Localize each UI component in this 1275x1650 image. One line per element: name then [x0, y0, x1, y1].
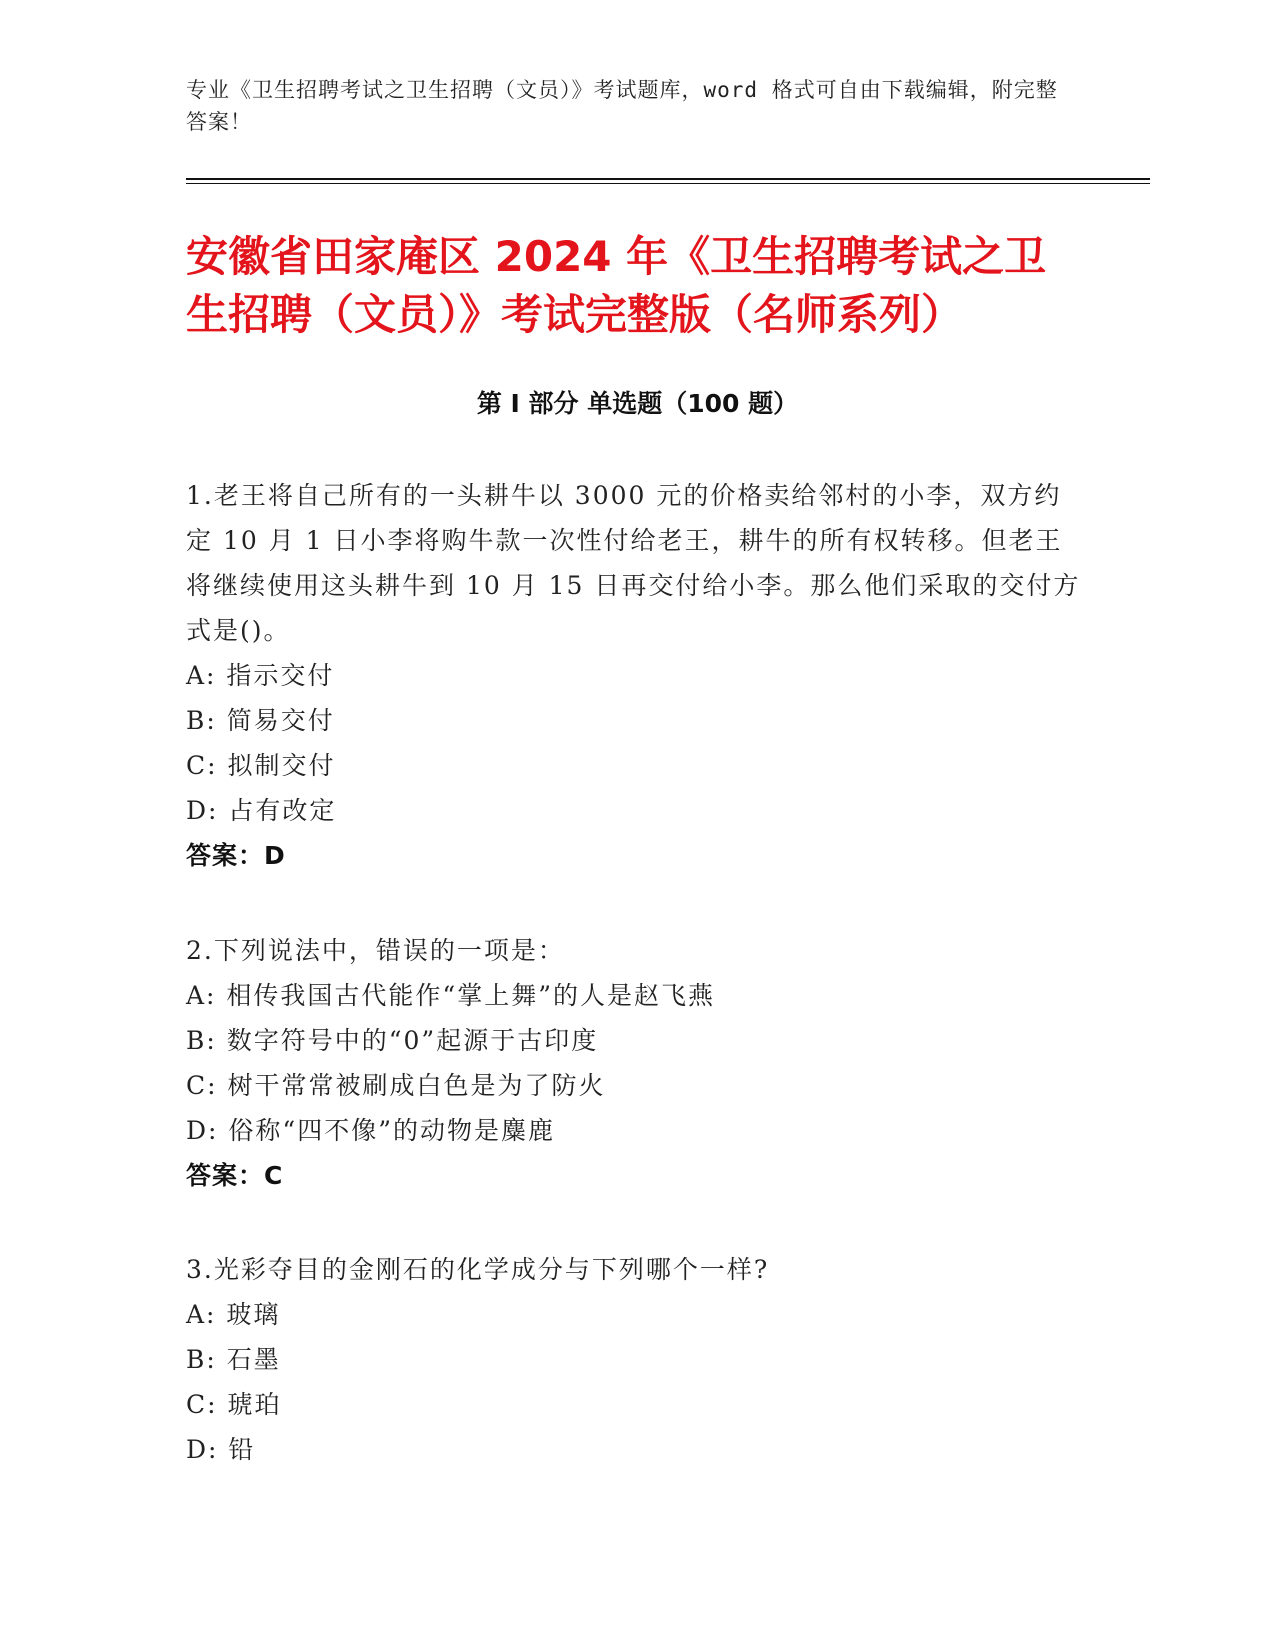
option-a: A: 指示交付 [186, 661, 335, 690]
section-title: 第 I 部分 单选题（100 题） [476, 389, 799, 418]
header-rule-thin [186, 183, 1150, 184]
document-title: 安徽省田家庵区 2024 年《卫生招聘考试之卫生招聘（文员）》考试完整版（名师系列） [186, 232, 1047, 339]
question-stem: 1.老王将自己所有的一头耕牛以 3000 元的价格卖给邻村的小李，双方约定 10 月 1 日小李将购牛款一次性付给老王，耕牛的所有权转移。但老王将继续使用这头耕牛到 10 月 15 日再交付给小李。那么他们采取的交付方式是()。 [186, 481, 1081, 645]
question-1 [186, 473, 1086, 878]
answer-line: 答案：C [186, 1161, 284, 1190]
option-d: D: 铅 [186, 1435, 256, 1464]
answer-line: 答案：D [186, 841, 286, 870]
header-note: 专业《卫生招聘考试之卫生招聘（文员）》考试题库，word 格式可自由下载编辑，附完整答案！ [186, 78, 1058, 134]
question-stem: 2.下列说法中，错误的一项是： [186, 936, 565, 965]
option-c: C: 琥珀 [186, 1390, 282, 1419]
option-a: A: 玻璃 [186, 1300, 281, 1329]
option-a: A: 相传我国古代能作“掌上舞”的人是赵飞燕 [186, 981, 715, 1010]
question-3 [186, 1247, 1086, 1472]
option-b: B: 石墨 [186, 1345, 281, 1374]
option-c: C: 拟制交付 [186, 751, 336, 780]
question-stem: 3.光彩夺目的金刚石的化学成分与下列哪个一样? [186, 1255, 770, 1284]
option-b: B: 数字符号中的“0”起源于古印度 [186, 1026, 599, 1055]
option-d: D: 俗称“四不像”的动物是麋鹿 [186, 1116, 555, 1145]
header-rule-thick [186, 178, 1150, 180]
option-d: D: 占有改定 [186, 796, 337, 825]
option-b: B: 简易交付 [186, 706, 335, 735]
question-2 [186, 928, 1086, 1198]
option-c: C: 树干常常被刷成白色是为了防火 [186, 1071, 606, 1100]
